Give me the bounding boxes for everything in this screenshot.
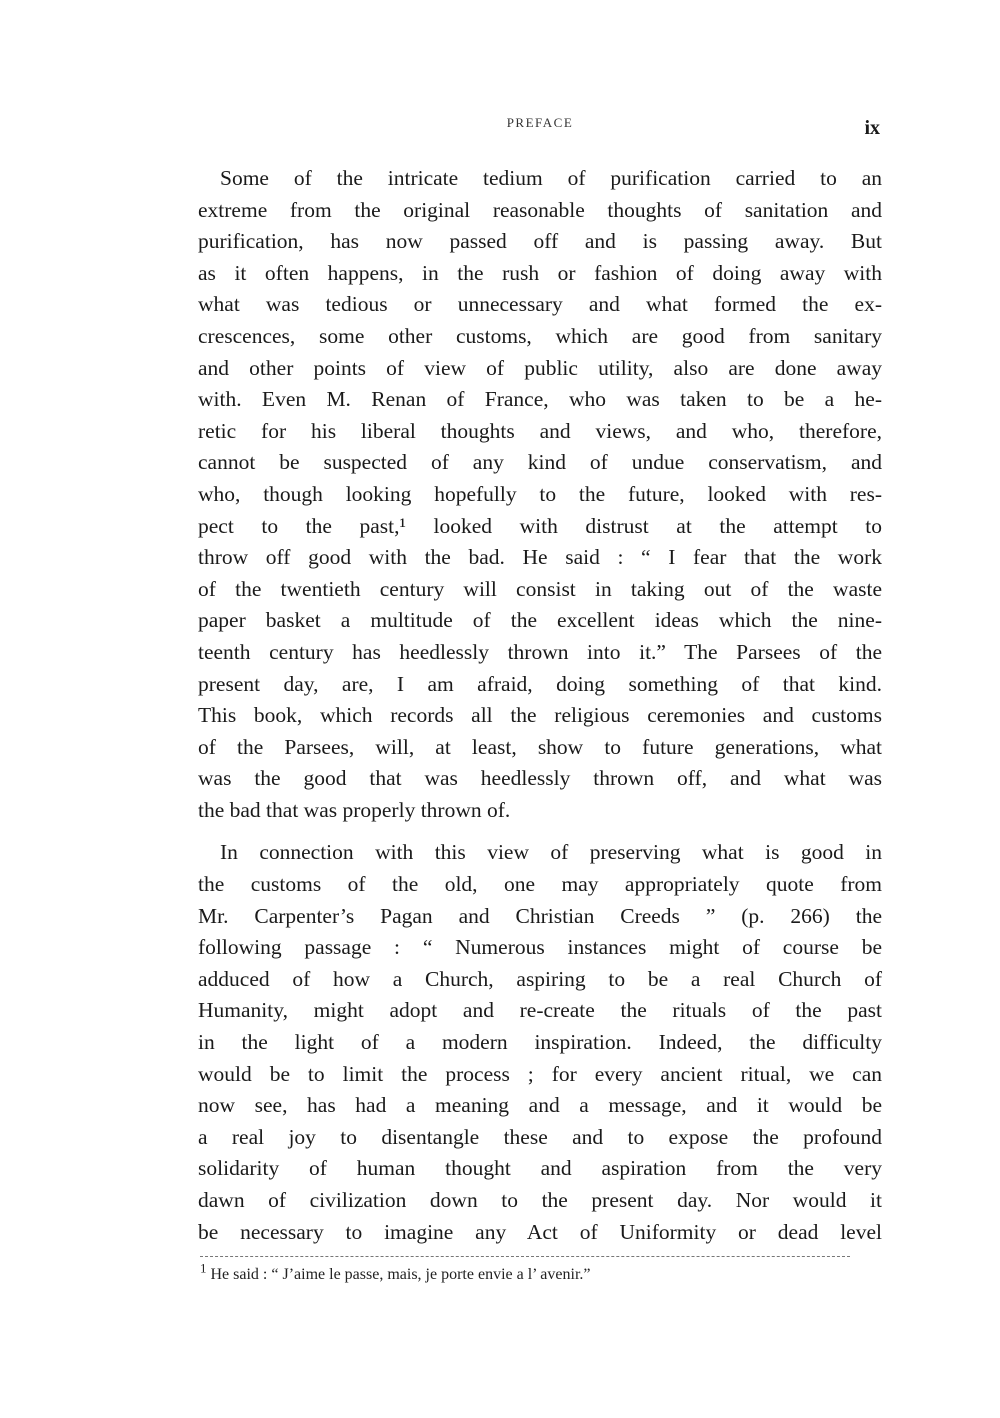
body-text xyxy=(198,163,882,1248)
text-line: in the light of a modern inspiration. Indeed, the difficulty xyxy=(198,1030,882,1055)
footnote xyxy=(200,1260,591,1284)
text-line: of the twentieth century will consist in taking out of the waste xyxy=(198,576,882,601)
footnote-text: He said : “ J’aime le passe, mais, je porte envie a l’ avenir.” xyxy=(210,1266,591,1283)
footnote-marker: 1 xyxy=(200,1260,207,1276)
text-line: In connection with this view of preserving what is good in xyxy=(220,840,882,865)
text-line: a real joy to disentangle these and to expose the profound xyxy=(198,1124,882,1149)
text-line: was the good that was heedlessly thrown off, and what was xyxy=(198,766,882,791)
text-line: extreme from the original reasonable thoughts of sanitation and xyxy=(198,197,882,222)
text-line: purification, has now passed off and is passing away. But xyxy=(198,229,882,254)
text-line: pect to the past,¹ looked with distrust at the attempt to xyxy=(198,513,882,538)
paragraph-1 xyxy=(198,163,882,826)
text-line: teenth century has heedlessly thrown into it.” The Parsees of the xyxy=(198,639,882,664)
text-line: adduced of how a Church, aspiring to be a real Church of xyxy=(198,966,882,991)
text-line: be necessary to imagine any Act of Uniformity or dead level xyxy=(198,1219,882,1244)
text-line: cannot be suspected of any kind of undue conservatism, and xyxy=(198,450,882,475)
text-line: the customs of the old, one may appropriately quote from xyxy=(198,872,882,897)
text-line: the bad that was properly thrown of. xyxy=(198,797,511,822)
page-number: ix xyxy=(864,117,880,139)
text-line: retic for his liberal thoughts and views, and who, therefore, xyxy=(198,418,882,443)
text-line: would be to limit the process ; for every ancient ritual, we can xyxy=(198,1061,882,1086)
text-line: dawn of civilization down to the present day. Nor would it xyxy=(198,1188,882,1212)
text-line: and other points of view of public utility, also are done away xyxy=(198,355,882,380)
text-line: following passage : “ Numerous instances might of course be xyxy=(198,935,882,960)
text-line: what was tedious or unnecessary and what formed the ex- xyxy=(198,292,882,317)
paragraph-gap xyxy=(198,826,882,837)
text-line: with. Even M. Renan of France, who was taken to be a he- xyxy=(198,387,882,412)
text-line: This book, which records all the religious ceremonies and customs xyxy=(198,703,882,728)
text-line: Some of the intricate tedium of purification carried to an xyxy=(220,166,882,190)
text-line: paper basket a multitude of the excellent ideas which the nine- xyxy=(198,608,882,633)
text-line: Mr. Carpenter’s Pagan and Christian Creeds ” (p. 266) the xyxy=(198,903,882,928)
text-line: Humanity, might adopt and re-create the rituals of the past xyxy=(198,998,882,1023)
running-head xyxy=(200,115,880,145)
text-line: present day, are, I am afraid, doing something of that kind. xyxy=(198,671,882,696)
text-line: crescences, some other customs, which are good from sanitary xyxy=(198,323,882,348)
running-title: PREFACE xyxy=(506,115,574,130)
text-line: throw off good with the bad. He said : “ I fear that the work xyxy=(198,545,882,570)
footnote-rule xyxy=(200,1256,850,1257)
text-line: who, though looking hopefully to the future, looked with res- xyxy=(198,481,882,506)
text-line: now see, has had a meaning and a message, and it would be xyxy=(198,1093,882,1118)
text-line: of the Parsees, will, at least, show to future generations, what xyxy=(198,734,882,759)
text-line: solidarity of human thought and aspiration from the very xyxy=(198,1156,882,1181)
paragraph-2 xyxy=(198,837,882,1248)
text-line: as it often happens, in the rush or fashion of doing away with xyxy=(198,260,882,285)
